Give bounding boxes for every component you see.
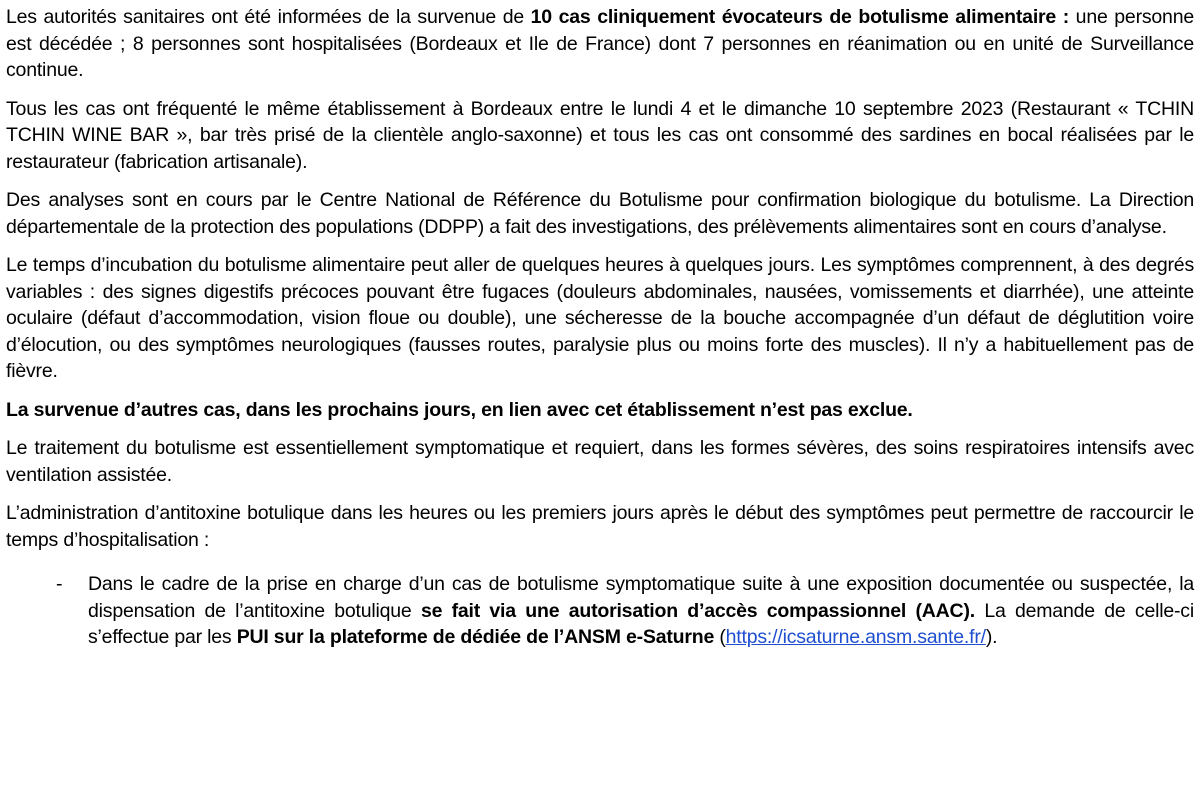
p1-bold-cases: 10 cas cliniquement évocateurs de botulisme alimentaire : bbox=[530, 6, 1070, 28]
paragraph-incubation-symptoms: Le temps d’incubation du botulisme alimentaire peut aller de quelques heures à quelques jours. Les symptômes comprennent, à des degrés variables : des signes digestifs précoces pouvant être fugaces (douleurs abdominales, nausées, vomissements et diarrhée), une atteinte oculaire (défaut d’accommodation, vision floue ou double), une sécheresse de la bouche accompagnée d’un défaut de déglutition voire d’élocution, ou des symptômes neurologiques (fausses routes, paralysie plus ou moins forte des muscles). Il n’y a habituellement pas de fièvre. bbox=[6, 254, 1194, 382]
list-open-paren: ( bbox=[714, 626, 726, 648]
p5-bold-warning: La survenue d’autres cas, dans les prochains jours, en lien avec cet établissement n’est pas exclue. bbox=[6, 398, 913, 421]
bullet-list bbox=[6, 571, 1194, 651]
paragraph-analyses: Des analyses sont en cours par le Centre National de Référence du Botulisme pour confirmation biologique du botulisme. La Direction départementale de la protection des populations (DDPP) a fait des investigations, des prélèvements alimentaires sont en cours d’analyse. bbox=[6, 189, 1194, 238]
list-dash: - bbox=[56, 573, 63, 595]
list-text-start: Dans le cadre de la prise en charge d’un cas de botulisme symptomatique suite à une exposition documentée ou suspectée, la dispensation de l’antitoxine botulique bbox=[88, 573, 1194, 622]
list-item bbox=[6, 571, 1194, 651]
paragraph-antitoxin: L’administration d’antitoxine botulique dans les heures ou les premiers jours après le début des symptômes peut permettre de raccourcir le temps d’hospitalisation : bbox=[6, 502, 1194, 551]
p1-text-end: une personne est décédée ; 8 personnes sont hospitalisées (Bordeaux et Ile de France) dont 7 personnes en réanimation ou en unité de Surveillance continue. bbox=[6, 6, 1194, 81]
paragraph-restaurant: Tous les cas ont fréquenté le même établissement à Bordeaux entre le lundi 4 et le dimanche 10 septembre 2023 (Restaurant « TCHIN TCHIN WINE BAR », bar très prisé de la clientèle anglo-saxonne) et tous les cas ont consommé des sardines en bocal réalisées par le restaurateur (fabrication artisanale). bbox=[6, 97, 1194, 173]
paragraph-other-cases-warning bbox=[6, 397, 1194, 424]
paragraph-cases-reported bbox=[6, 4, 1194, 84]
esaturne-link[interactable]: https://icsaturne.ansm.sante.fr/ bbox=[725, 626, 986, 648]
list-close-paren: ). bbox=[985, 626, 998, 648]
p1-text-start: Les autorités sanitaires ont été informées de la survenue de bbox=[6, 6, 531, 28]
list-bold-pui: PUI sur la plateforme de dédiée de l’ANSM e-Saturne bbox=[236, 626, 715, 648]
list-text-middle: La demande de celle-ci s’effectue par les bbox=[88, 599, 1194, 648]
list-bold-aac: se fait via une autorisation d’accès compassionnel (AAC). bbox=[420, 599, 975, 622]
paragraph-treatment: Le traitement du botulisme est essentiellement symptomatique et requiert, dans les formes sévères, des soins respiratoires intensifs avec ventilation assistée. bbox=[6, 437, 1194, 486]
